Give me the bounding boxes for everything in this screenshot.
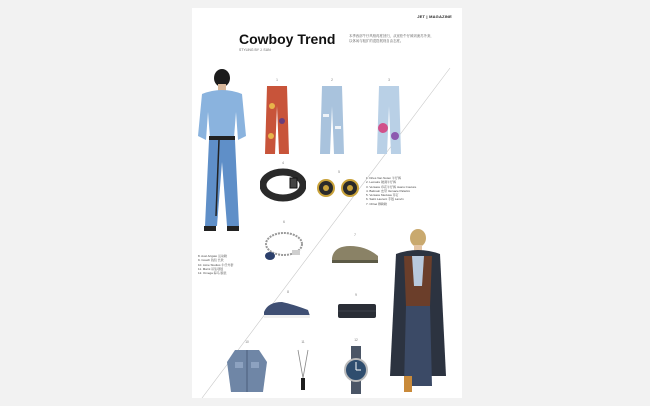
model-photo-right (382, 226, 454, 396)
credit-line: 10. Acne Studios 牛仔外套 (198, 262, 234, 267)
credit-line: 3. Versace 印花牛仔裤 Jeans Couture (366, 184, 417, 189)
ripped-jeans-image (319, 86, 345, 154)
intro-line: 本季西部牛仔风格再度回归，从宽松牛仔裤到流苏外套， (349, 34, 434, 38)
credit-line: 4. Balmain 皮带 Versace Palazzo (366, 188, 411, 193)
item-number: 1 (276, 78, 278, 82)
credit-line: 9. Coach 钱包 长款 (198, 258, 224, 263)
credits-block-left (198, 254, 233, 275)
denim-jacket-image (227, 348, 267, 394)
item-number: 3 (388, 78, 390, 82)
article-subtitle: STYLING BY J. SUN (239, 48, 271, 52)
credit-line: 6. Saint Laurent 手链 Lanvin (366, 197, 404, 202)
intro-line: 以休闲与粗犷的混搭展现自由态度。 (349, 39, 404, 43)
article-title: Cowboy Trend (239, 31, 336, 47)
item-number: 11 (301, 340, 305, 344)
credit-line: 2. Lemaire 破洞牛仔裤 (366, 180, 397, 185)
article-intro (349, 34, 444, 44)
long-wallet-image (337, 302, 377, 320)
medusa-earrings-image (316, 178, 362, 198)
credit-line: 1. Dries Van Noten 牛仔裤 (366, 176, 401, 180)
wristwatch-image (340, 346, 372, 394)
clog-mule-image (328, 240, 382, 266)
credit-line: 8. Axel Arigato 运动鞋 (198, 254, 228, 258)
chain-bracelet-image (262, 228, 306, 264)
magazine-brand: JET | MAGAZINE (417, 14, 452, 19)
item-number: 9 (355, 293, 357, 297)
floral-jeans-image (264, 86, 290, 154)
leather-belt-image (260, 168, 306, 202)
magazine-page (192, 8, 462, 398)
item-number: 10 (245, 340, 249, 344)
credits-block-right (366, 176, 416, 206)
item-number: 4 (282, 161, 284, 165)
item-number: 7 (354, 233, 356, 237)
item-number: 8 (287, 290, 289, 294)
suede-sneaker-image (262, 298, 312, 320)
printed-jeans-image (376, 86, 402, 154)
item-number: 2 (331, 78, 333, 82)
credit-line: 7. Chloé 穆勒鞋 (366, 201, 388, 206)
credit-line: 5. Versace Medusa 耳钉 (366, 193, 399, 198)
credit-line: 11. Marni 吊坠项链 (198, 266, 224, 271)
credit-line: 12. Omega 海马 腕表 (198, 271, 227, 276)
item-number: 5 (338, 170, 340, 174)
pendant-necklace-image (296, 348, 310, 394)
item-number: 6 (283, 220, 285, 224)
model-photo-left (194, 66, 250, 236)
item-number: 12 (354, 338, 358, 342)
